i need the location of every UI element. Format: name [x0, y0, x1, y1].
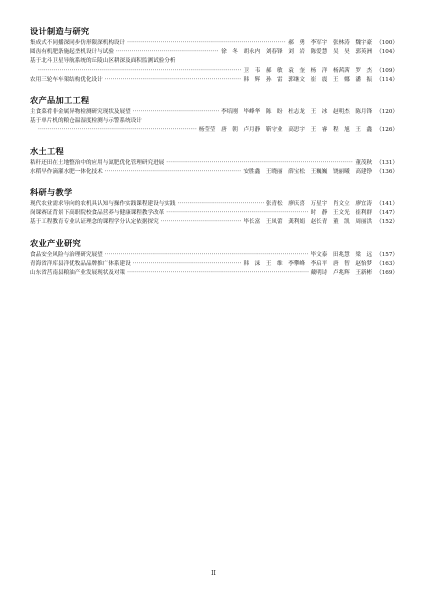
article-page: （163）	[376, 260, 398, 267]
toc-section	[30, 95, 398, 136]
section-title: 水土工程	[30, 145, 64, 156]
article-authors: 杨莹莹 唐 朝 卢月静 靳守业 高思宇 王 睿 程 旭 王 鑫	[198, 127, 373, 134]
dot-leader	[38, 67, 241, 76]
toc-entry-line	[30, 159, 398, 168]
toc-section	[30, 187, 398, 228]
toc-entry[interactable]	[30, 269, 398, 278]
toc-entry-line	[30, 260, 398, 269]
dot-leader	[38, 126, 197, 135]
article-authors: 时 静 王文光 崔利群	[310, 210, 373, 217]
article-authors: 张青松 廖庆喜 万星宇 肖文立 廖宜涛	[265, 201, 373, 208]
article-title: 基于工程教育专业认证理念的课程学分认定依据探究	[30, 219, 159, 226]
toc-entry[interactable]	[30, 57, 398, 75]
section-title: 科研与教学	[30, 187, 73, 198]
table-of-contents	[30, 26, 398, 288]
dot-leader	[133, 260, 242, 269]
article-page: （126）	[376, 127, 398, 134]
dot-leader	[127, 269, 308, 278]
article-title: 圆齿有机肥条施起垄机设计与试验	[30, 49, 114, 56]
article-page: （136）	[376, 168, 398, 175]
dot-leader	[116, 48, 219, 57]
section-title: 农产品加工工程	[30, 95, 90, 106]
dot-leader	[177, 200, 263, 209]
article-authors: 韩 沫 王 维 李攀峰 李启平 唐 智 赵怡梦	[243, 260, 373, 267]
dot-leader	[133, 108, 219, 117]
toc-section	[30, 146, 398, 177]
article-page: （147）	[376, 210, 398, 217]
toc-entry-line	[30, 57, 398, 66]
toc-section	[30, 238, 398, 279]
toc-entry-line	[30, 200, 398, 209]
toc-entry[interactable]	[30, 209, 398, 218]
article-authors: 卫 韦 郝 敏 袁 奎 杨 洋 杨茜茜 罗 杰	[243, 67, 373, 74]
article-authors: 韩 辉 孙 雷 郭继文 崔 震 王 娜 潘 振	[243, 76, 373, 83]
toc-entry[interactable]	[30, 76, 398, 85]
dot-leader	[105, 168, 242, 177]
toc-entry-line	[30, 209, 398, 218]
dot-leader	[105, 76, 242, 85]
article-title: 水稻早作滴灌水肥一体化技术	[30, 168, 103, 175]
toc-entry-line	[30, 39, 398, 48]
article-authors: 毕文泰 田兆慧 梁 远	[310, 251, 373, 258]
toc-entry-line	[30, 269, 398, 278]
toc-entry[interactable]	[30, 159, 398, 168]
article-page: （131）	[376, 159, 398, 166]
article-page: （169）	[376, 270, 398, 277]
toc-entry-line	[30, 126, 398, 135]
dot-leader	[127, 39, 286, 48]
article-authors: 毕长富 王凤蕾 龚利娟 赵长青 董 凯 周丽洪	[243, 219, 373, 226]
article-title: 农用三轮车车架结构优化设计	[30, 76, 103, 83]
article-title: 岗课赛证背景下高职院校食品营养与健康课程教学改革	[30, 210, 165, 217]
section-title: 设计制造与研究	[30, 26, 90, 36]
section-title: 农业产业研究	[30, 237, 81, 248]
article-title: 主食菜肴非金属异物检测研究现状及展望	[30, 109, 131, 116]
toc-entry[interactable]	[30, 117, 398, 135]
toc-entry[interactable]	[30, 108, 398, 117]
toc-entry[interactable]	[30, 260, 398, 269]
article-page: （157）	[376, 251, 398, 258]
article-authors: 董茂秋	[355, 159, 373, 166]
toc-entry[interactable]	[30, 251, 398, 260]
toc-entry-line	[30, 251, 398, 260]
dot-leader	[161, 218, 242, 227]
article-title: 青海省洋库县洋优牧品品牌推广体系建设	[30, 260, 131, 267]
article-page: （141）	[376, 201, 398, 208]
toc-entry[interactable]	[30, 39, 398, 48]
dot-leader	[166, 159, 353, 168]
article-page: （100）	[376, 40, 398, 46]
article-authors: 李培刚 毕峰华 陈 盼 杜志龙 王 冰 赵明杰 陈月锋	[221, 109, 373, 116]
article-authors: 徐 冬 胡永内 刘春锋 刘 岩 陈爱慧 吴 昊 郭英洲	[221, 49, 373, 56]
article-authors: 郝 勇 李军宇 张林涛 魏宇豪	[288, 40, 373, 46]
toc-entry[interactable]	[30, 200, 398, 209]
toc-entry-line	[30, 48, 398, 57]
article-title: 基于北斗卫星导航系统的丘陵山区耕深及面积监测试验分析	[30, 58, 176, 65]
toc-entry[interactable]	[30, 168, 398, 177]
article-page: （120）	[376, 109, 398, 116]
article-page: （109）	[376, 67, 398, 74]
dot-leader	[166, 209, 308, 218]
toc-entry-line	[30, 67, 398, 76]
article-title: 秸秆还田在土地整治中的应用与氮肥优化管理研究进展	[30, 159, 165, 166]
article-page: （114）	[376, 76, 398, 83]
toc-entry[interactable]	[30, 218, 398, 227]
article-title: 食品安全风险与治理研究展望	[30, 251, 103, 258]
dot-leader	[105, 251, 309, 260]
article-title: 山东省莒南县粮油产业发展现状及对策	[30, 270, 126, 277]
toc-entry-line	[30, 168, 398, 177]
article-authors: 安胜鑫 王晓丽 薛宝松 王巍巍 饶丽曦 高建铮	[243, 168, 373, 175]
toc-entry[interactable]	[30, 48, 398, 57]
toc-entry-line	[30, 76, 398, 85]
article-title: 集成式不同播深同步仿形限深机构设计	[30, 40, 126, 46]
article-title: 基于单片机的粮仓温湿度检测与示警系统设计	[30, 118, 142, 125]
toc-entry-line	[30, 218, 398, 227]
page-number: II	[211, 570, 216, 577]
article-title: 现代农业需求导向的农机具认知与操作实践课程建设与实践	[30, 201, 176, 208]
toc-entry-line	[30, 108, 398, 117]
article-page: （104）	[376, 49, 398, 56]
toc-section	[30, 26, 398, 85]
article-authors: 戴明诗 卢兆辉 王新彬	[310, 270, 373, 277]
article-page: （152）	[376, 219, 398, 226]
toc-entry-line	[30, 117, 398, 126]
